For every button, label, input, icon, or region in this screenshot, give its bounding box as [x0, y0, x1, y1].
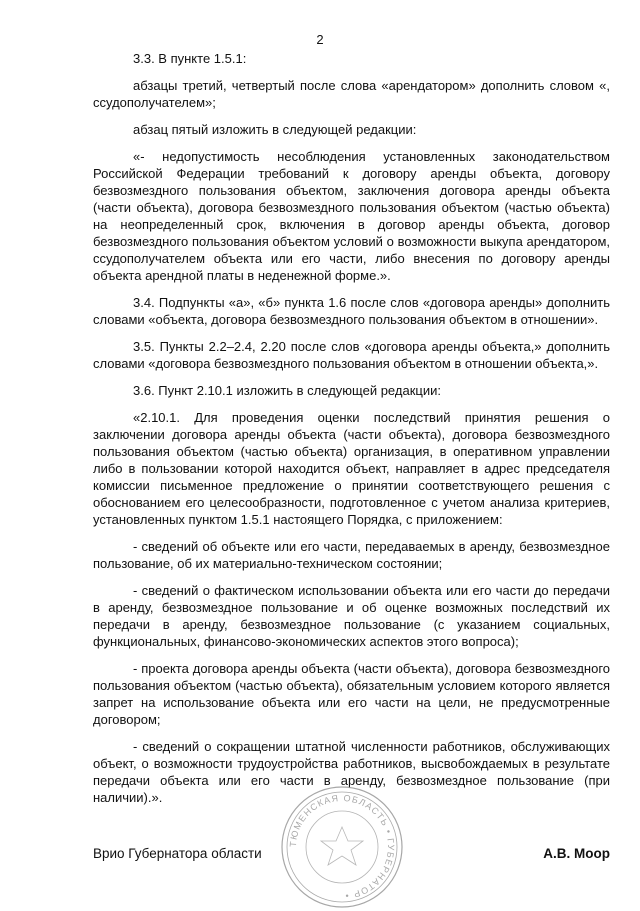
signatory-name: А.В. Моор: [543, 846, 610, 861]
list-item-proekt-dogovora: - проекта договора аренды объекта (части объекта), договора безвозмездного пользования объектом (частью объекта), обязательным условием которого является запрет на использование объекта или его части на цели, не предусмотренные договором;: [93, 661, 610, 727]
signature-block: [93, 846, 610, 866]
seal-ring-text: ТЮМЕНСКАЯ ОБЛАСТЬ • ГУБЕРНАТОР •: [287, 792, 397, 901]
paragraph-3-3-abzacy: абзацы третий, четвертый после слова «арендатором» дополнить словом «, ссудополучателем»;: [93, 78, 610, 110]
paragraph-3-4: 3.4. Подпункты «а», «б» пункта 1.6 после слов «договора аренды» дополнить словами «объекта, договора безвозмездного пользования объектом в отношении».: [93, 295, 610, 327]
paragraph-3-3-abzac-pyatyi: абзац пятый изложить в следующей редакции:: [133, 122, 417, 137]
list-item-svedeniya-ob-obekte: - сведений об объекте или его части, передаваемых в аренду, безвозмездное пользование, об их материально-техническом состоянии;: [93, 539, 610, 571]
paragraph-3-6: 3.6. Пункт 2.10.1 изложить в следующей редакции:: [133, 383, 441, 398]
paragraph-3-5: 3.5. Пункты 2.2–2.4, 2.20 после слов «договора аренды объекта,» дополнить словами «договора безвозмездного пользования объектом в отношении объекта,».: [93, 339, 610, 371]
page-number: 2: [316, 32, 324, 47]
list-item-sokrashchenie-shtata: - сведений о сокращении штатной численности работников, обслуживающих объект, о возможности трудоустройства работников, высвобождаемых в результате передачи объекта или его части в аренду, безвозмездное пользование (при наличии).».: [93, 739, 610, 805]
signatory-role: Врио Губернатора области: [93, 846, 262, 861]
list-item-fakticheskoe-ispolzovanie: - сведений о фактическом использовании объекта или его части до передачи в аренду, безвозмездное пользование и об оценке возможных последствий их передачи в аренду, безвозмездное пользование (с указанием социальных, функциональных, финансово-экономических аспектов этого вопроса);: [93, 583, 610, 649]
paragraph-3-3-quote: «- недопустимость несоблюдения установленных законодательством Российской Федерации требований к договору аренды объекта, договору безвозмездного пользования объектом, заключения договора аренды объекта (части объекта), договора безвозмездного пользования объектом (частью объекта) на неопределенный срок, включения в договор аренды объекта, договор безвозмездного пользования объектом условий о возможности выкупа арендатором, ссудополучателем объекта или его части, либо внесения по договору аренды объекта арендной платы в неденежной форме.».: [93, 149, 610, 283]
paragraph-3-3: 3.3. В пункте 1.5.1:: [133, 51, 247, 66]
paragraph-2-10-1: «2.10.1. Для проведения оценки последствий принятия решения о заключении договора аренды объекта (части объекта), договора безвозмездного пользования объектом (частью объекта) организация, в оперативном управлении либо в пользовании которой находится объект, направляет в адрес председателя комиссии письменное предложение о принятии соответствующего решения с обоснованием его целесообразности, подготовленное с учетом анализа критериев, установленных пунктом 1.5.1 настоящего Порядка, с приложением:: [93, 410, 610, 527]
document-body: [93, 50, 610, 816]
